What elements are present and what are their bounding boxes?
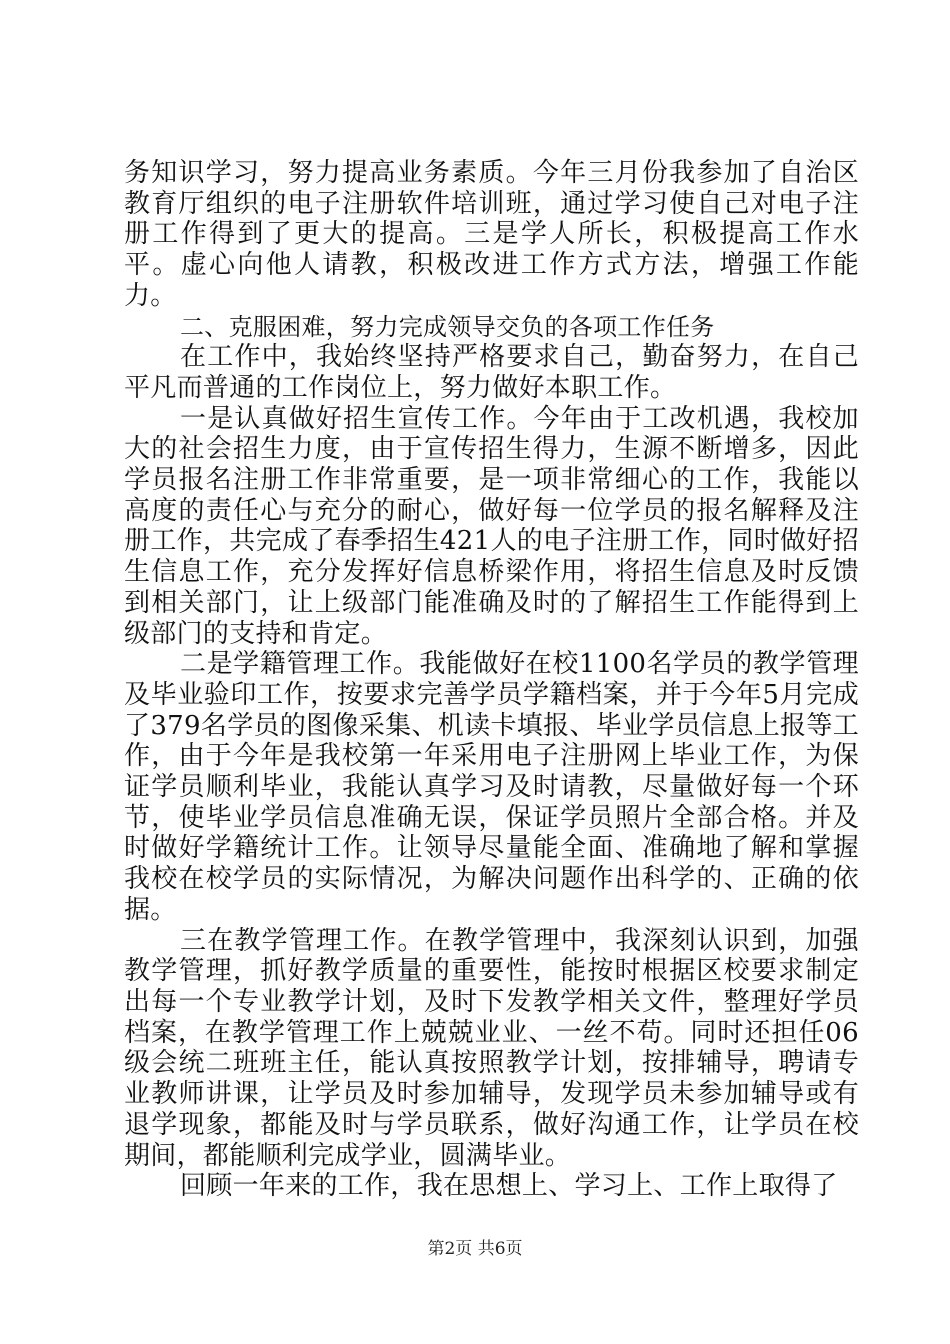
paragraph-intro: 在工作中，我始终坚持严格要求自己，勤奋努力，在自己平凡而普通的工作岗位上，努力做好本职工作。 [124,342,859,403]
paragraph-teaching-management: 三在教学管理工作。在教学管理中，我深刻认识到，加强教学管理，抓好教学质量的重要性，能按时根据区校要求制定出每一个专业教学计划，及时下发教学相关文件，整理好学员档案，在教学管理工作上兢兢业业、一丝不苟。同时还担任06级会统二班班主任，能认真按照教学计划，按排辅导，聘请专业教师讲课，让学员及时参加辅导，发现学员未参加辅导或有退学现象，都能及时与学员联系，做好沟通工作，让学员在校期间，都能顺利完成学业，圆满毕业。 [124,925,859,1171]
page-number-footer: 第2页 共6页 [427,1239,523,1259]
paragraph-review: 回顾一年来的工作，我在思想上、学习上、工作上取得了 [180,1171,838,1202]
paragraph-continued: 务知识学习，努力提高业务素质。今年三月份我参加了自治区教育厅组织的电子注册软件培训班，通过学习使自己对电子注册工作得到了更大的提高。三是学人所长，积极提高工作水平。虚心向他人请教，积极改进工作方式方法，增强工作能力。 [124,158,859,311]
section-heading: 二、克服困难，努力完成领导交负的各项工作任务 [180,312,715,341]
paragraph-student-records: 二是学籍管理工作。我能做好在校1100名学员的教学管理及毕业验印工作，按要求完善学员学籍档案，并于今年5月完成了379名学员的图像采集、机读卡填报、毕业学员信息上报等工作，由于今年是我校第一年采用电子注册网上毕业工作，为保证学员顺利毕业，我能认真学习及时请教，尽量做好每一个环节，使毕业学员信息准确无误，保证学员照片全部合格。并及时做好学籍统计工作。让领导尽量能全面、准确地了解和掌握我校在校学员的实际情况，为解决问题作出科学的、正确的依据。 [124,649,859,925]
document-body [124,158,859,1202]
paragraph-enrollment: 一是认真做好招生宣传工作。今年由于工改机遇，我校加大的社会招生力度，由于宣传招生得力，生源不断增多，因此学员报名注册工作非常重要，是一项非常细心的工作，我能以高度的责任心与充分的耐心，做好每一位学员的报名解释及注册工作，共完成了春季招生421人的电子注册工作，同时做好招生信息工作，充分发挥好信息桥梁作用，将招生信息及时反馈到相关部门，让上级部门能准确及时的了解招生工作能得到上级部门的支持和肯定。 [124,403,859,649]
